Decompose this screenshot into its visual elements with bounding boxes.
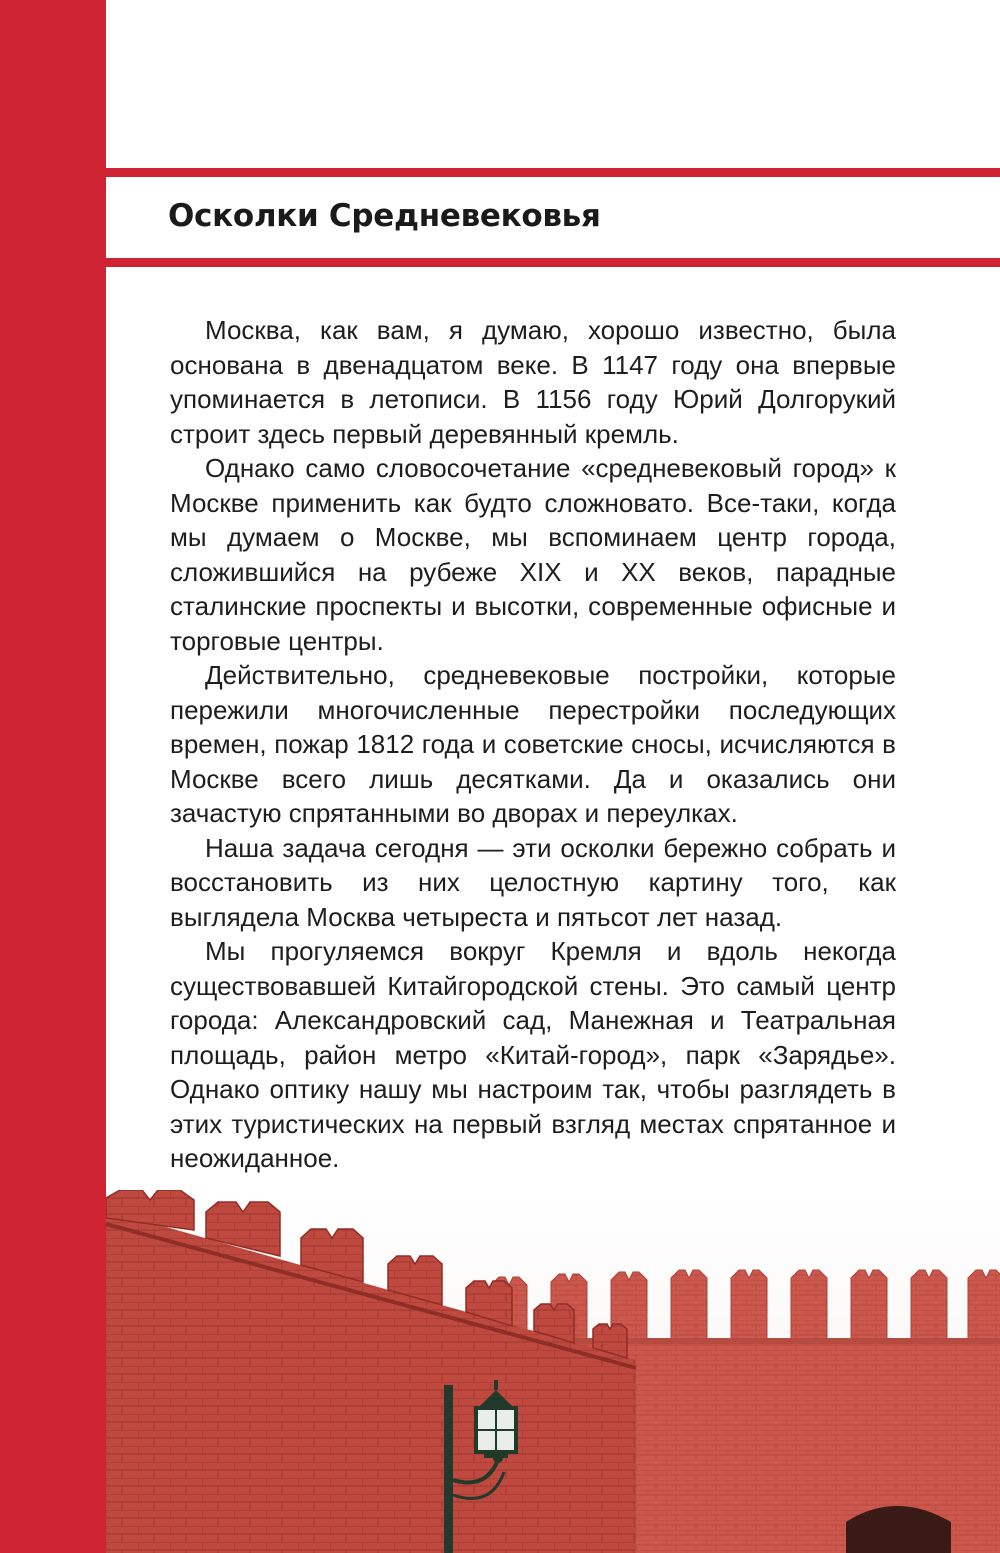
paragraph-2: Однако само словосочетание «средневековый город» к Москве применить как будто сложновато. Все-таки, когда мы думаем о Москве, мы вспоминаем центр города, сложившийся на рубеже XIX и XX веков, парадные сталинские проспекты и высотки, современные офисные и торговые центры. [170, 453, 896, 656]
header-rule-top [106, 168, 1000, 177]
header-rule-bottom [106, 258, 1000, 267]
paragraph-3: Действительно, средневековые постройки, которые пережили многочисленные перестройки последующих времен, пожар 1812 года и советские сносы, исчисляются в Москве всего лишь десятками. Да и оказались они зачастую спрятанными во дворах и переулках. [170, 660, 896, 828]
left-color-strip [0, 0, 106, 1553]
chapter-title: Осколки Средневековья [168, 198, 601, 234]
paragraph-1: Москва, как вам, я думаю, хорошо известно, была основана в двенадцатом веке. В 1147 году она впервые упоминается в летописи. В 1156 году Юрий Долгорукий строит здесь первый деревянный кремль. [170, 315, 896, 449]
paragraph-4: Наша задача сегодня — эти осколки бережно собрать и восстановить из них целостную картину того, как выглядела Москва четыреста и пятьсот лет назад. [170, 832, 896, 932]
paragraph-5: Мы прогуляемся вокруг Кремля и вдоль некогда существовавшей Китайгородской стены. Это самый центр города: Александровский сад, Манежная и Театральная площадь, район метро «Китай-город», парк «Зарядье». Однако оптику нашу мы настроим так, чтобы разглядеть в этих туристических на первый взгляд местах спрятанное и неожиданное. [170, 936, 896, 1173]
kremlin-wall-illustration [106, 1190, 1000, 1553]
body-text [170, 313, 896, 1176]
